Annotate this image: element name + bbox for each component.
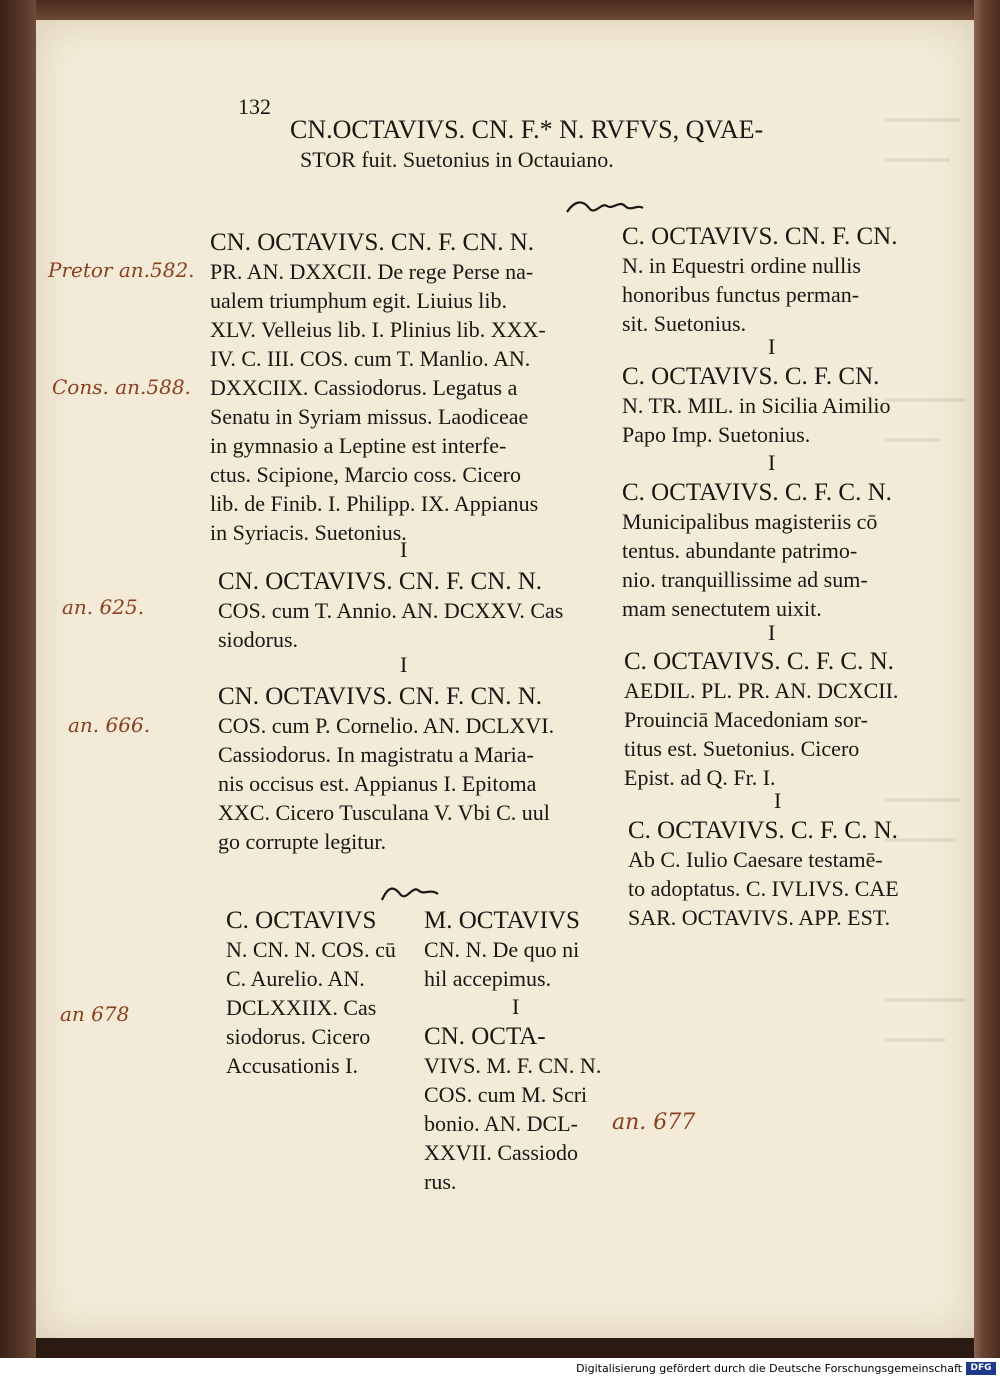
text-line: C. Aurelio. AN. <box>226 966 365 991</box>
section-divider-numeral: I <box>774 788 782 813</box>
entry-heading: C. OCTAVIVS. C. F. C. N. <box>622 479 892 506</box>
text-line: siodorus. Cicero <box>226 1024 371 1049</box>
entry-heading: CN. OCTAVIVS. CN. F. CN. N. <box>218 683 543 710</box>
ornament-flourish-mid <box>380 880 442 906</box>
text-line: DCLXXIIX. Cas <box>226 995 377 1020</box>
margin-note: an. 677 <box>612 1110 696 1135</box>
text-line: VIVS. M. F. CN. N. <box>424 1053 602 1078</box>
text-line: bonio. AN. DCL- <box>424 1111 578 1136</box>
left-entry-1 <box>210 228 546 547</box>
text-line: AEDIL. PL. PR. AN. DCXCII. <box>624 678 899 703</box>
margin-note: an. 666. <box>68 713 151 737</box>
text-line: Senatu in Syriam missus. Laodiceae <box>210 404 529 429</box>
text-line: in gymnasio a Leptine est interfe- <box>210 433 507 458</box>
entry-heading: CN. OCTAVIVS. CN. F. CN. N. <box>210 229 535 256</box>
text-line: COS. cum M. Scri <box>424 1082 588 1107</box>
entry-heading: C. OCTAVIVS <box>226 907 377 934</box>
text-line: XXVII. Cassiodo <box>424 1140 578 1165</box>
text-line: sit. Suetonius. <box>622 311 747 336</box>
ornament-flourish-top <box>565 196 645 218</box>
text-line: SAR. OCTAVIVS. APP. EST. <box>628 905 891 930</box>
text-line: hil accepimus. <box>424 966 552 991</box>
section-divider-numeral: I <box>400 537 408 562</box>
text-line: nio. tranquillissime ad sum- <box>622 567 868 592</box>
entry-heading: CN. OCTAVIVS. CN. F. CN. N. <box>218 568 543 595</box>
digitization-footer <box>0 1358 1000 1378</box>
section-divider-numeral: I <box>400 652 408 677</box>
text-line: PR. AN. DXXCII. De rege Perse na- <box>210 259 534 284</box>
scan-frame-right <box>974 0 1000 1358</box>
page-header-line1: CN.OCTAVIVS. CN. F.* N. RVFVS, QVAE- <box>290 115 764 144</box>
text-line: COS. cum P. Cornelio. AN. DCLXVI. <box>218 713 555 738</box>
text-line: honoribus functus perman- <box>622 282 860 307</box>
text-line: lib. de Finib. I. Philipp. IX. Appianus <box>210 491 539 516</box>
text-line: Ab C. Iulio Caesare testamē- <box>628 847 883 872</box>
lower-mid-entry-1 <box>424 906 580 993</box>
lower-mid-entry-2 <box>424 1022 601 1196</box>
section-divider-numeral: I <box>768 334 776 359</box>
entry-heading: M. OCTAVIVS <box>424 907 580 934</box>
text-line: N. TR. MIL. in Sicilia Aimilio <box>622 393 891 418</box>
right-entry-2 <box>622 362 891 449</box>
right-entry-1 <box>622 222 897 338</box>
text-line: in Syriacis. Suetonius. <box>210 520 407 545</box>
text-line: N. CN. N. COS. cū <box>226 937 396 962</box>
text-line: nis occisus est. Appianus I. Epitoma <box>218 771 537 796</box>
entry-heading: C. OCTAVIVS. C. F. C. N. <box>628 817 898 844</box>
section-divider-numeral: I <box>512 994 520 1019</box>
right-entry-4 <box>624 647 898 792</box>
text-line: Epist. ad Q. Fr. I. <box>624 765 776 790</box>
text-line: to adoptatus. C. IVLIVS. CAE <box>628 876 899 901</box>
entry-heading: C. OCTAVIVS. CN. F. CN. <box>622 223 898 250</box>
text-line: mam senectutem uixit. <box>622 596 822 621</box>
text-line: Cassiodorus. In magistratu a Maria- <box>218 742 534 767</box>
text-line: CN. N. De quo ni <box>424 937 580 962</box>
text-line: Accusationis I. <box>226 1053 358 1078</box>
scan-frame-left <box>0 0 36 1358</box>
section-divider-numeral: I <box>768 620 776 645</box>
left-entry-3 <box>218 682 554 856</box>
text-line: Prouinciā Macedoniam sor- <box>624 707 868 732</box>
text-line: rus. <box>424 1169 457 1194</box>
lower-left-entry <box>226 906 396 1080</box>
text-line: COS. cum T. Annio. AN. DCXXV. Cas <box>218 598 564 623</box>
text-line: go corrupte legitur. <box>218 829 387 854</box>
text-line: ctus. Scipione, Marcio coss. Cicero <box>210 462 521 487</box>
text-line: ualem triumphum egit. Liuius lib. <box>210 288 507 313</box>
text-line: IV. C. III. COS. cum T. Manlio. AN. <box>210 346 531 371</box>
dfg-logo: DFG <box>966 1362 996 1375</box>
entry-heading: CN. OCTA- <box>424 1023 546 1050</box>
margin-note: Cons. an.588. <box>52 375 191 399</box>
margin-note: an. 625. <box>62 595 145 619</box>
text-line: Municipalibus magisteriis cō <box>622 509 878 534</box>
text-line: siodorus. <box>218 627 299 652</box>
text-line: XXC. Cicero Tusculana V. Vbi C. uul <box>218 800 550 825</box>
page-number: 132 <box>238 94 271 119</box>
section-divider-numeral: I <box>768 450 776 475</box>
text-line: DXXCIIX. Cassiodorus. Legatus a <box>210 375 518 400</box>
text-line: tentus. abundante patrimo- <box>622 538 858 563</box>
right-entry-5 <box>628 816 899 932</box>
right-entry-3 <box>622 478 892 623</box>
scan-frame-top <box>0 0 1000 22</box>
text-line: XLV. Velleius lib. I. Plinius lib. XXX- <box>210 317 546 342</box>
text-line: N. in Equestri ordine nullis <box>622 253 861 278</box>
page-header-line2: STOR fuit. Suetonius in Octauiano. <box>300 147 614 172</box>
margin-note: an 678 <box>60 1002 130 1026</box>
text-line: titus est. Suetonius. Cicero <box>624 736 860 761</box>
left-entry-2 <box>218 567 563 654</box>
entry-heading: C. OCTAVIVS. C. F. C. N. <box>624 648 894 675</box>
text-line: Papo Imp. Suetonius. <box>622 422 811 447</box>
margin-note: Pretor an.582. <box>48 258 195 282</box>
entry-heading: C. OCTAVIVS. C. F. CN. <box>622 363 880 390</box>
footer-credit: Digitalisierung gefördert durch die Deutsche Forschungsgemeinschaft <box>576 1362 962 1375</box>
